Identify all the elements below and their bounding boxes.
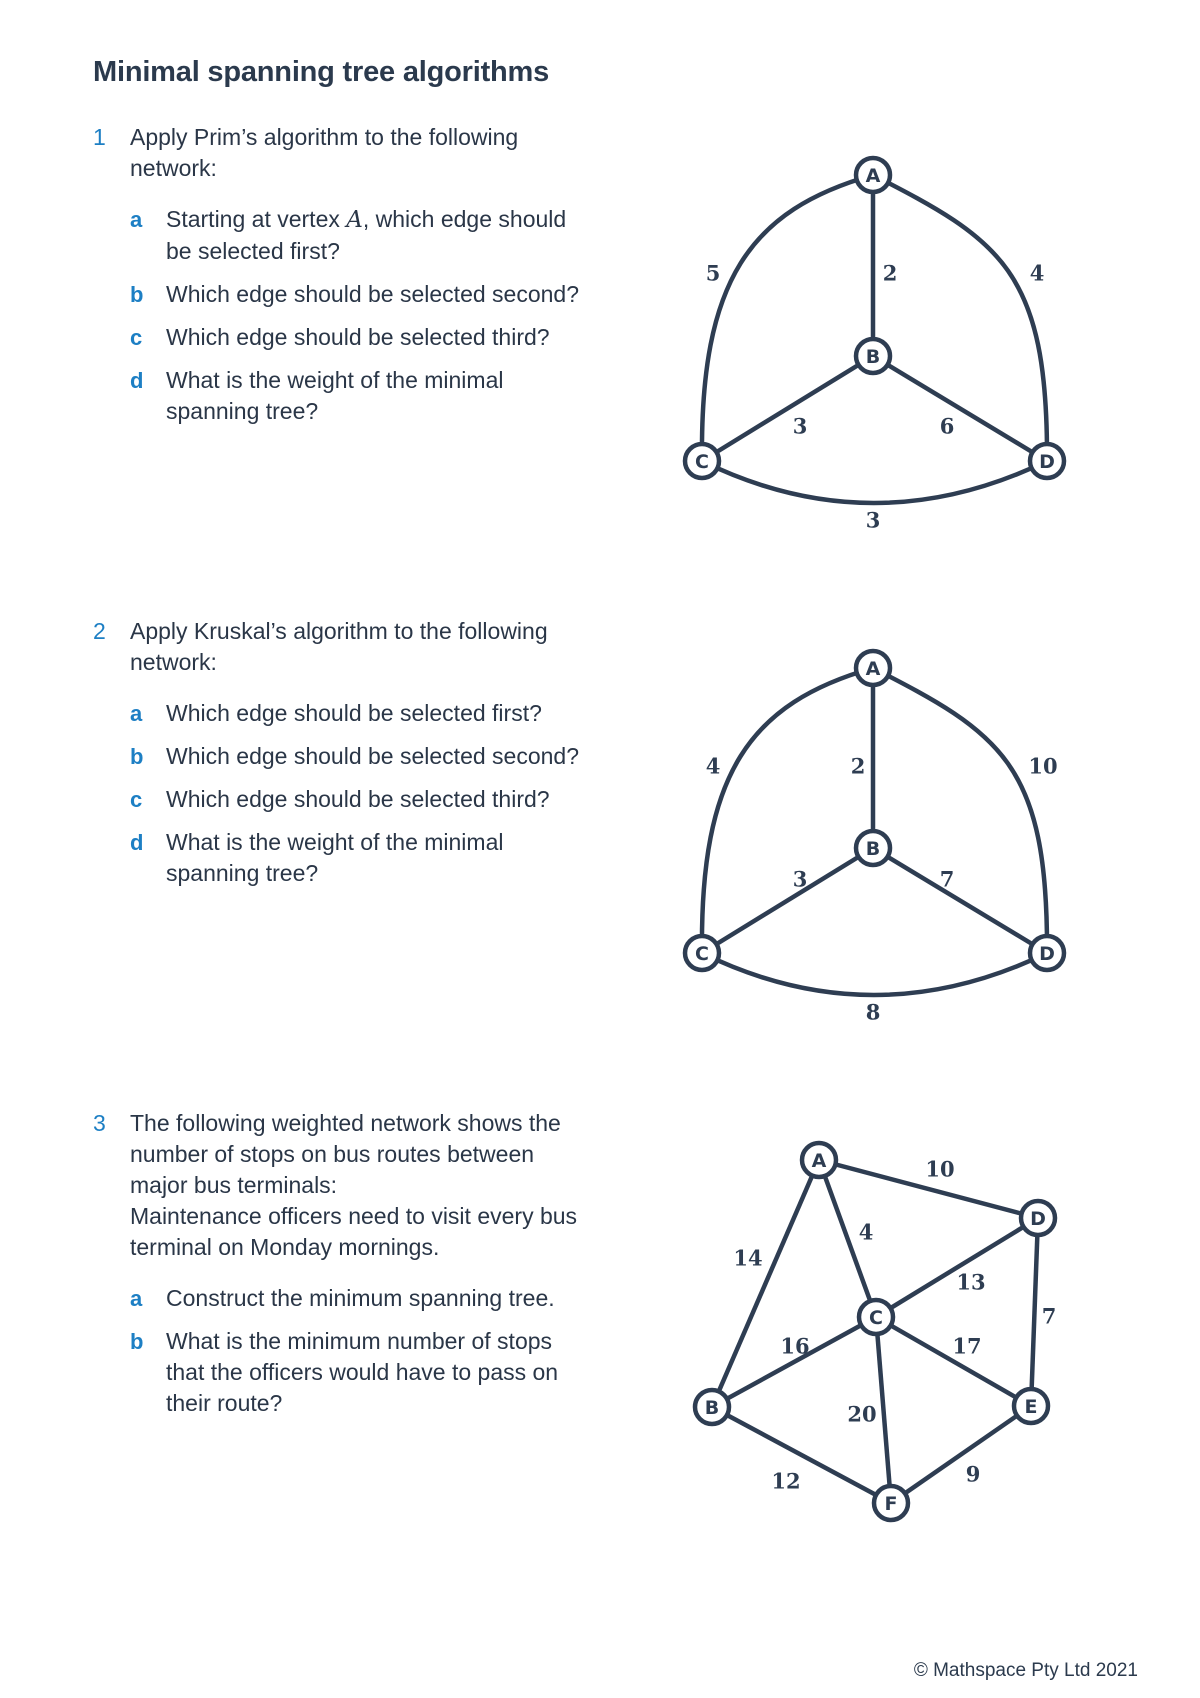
part-letter: d: [130, 830, 144, 855]
weight-label: 10: [1028, 753, 1058, 779]
vertex-label: D: [1039, 943, 1055, 965]
part-letter: b: [130, 744, 144, 769]
weight-label: 3: [792, 866, 808, 892]
weight-label: 8: [865, 999, 881, 1025]
vertex-c: [859, 1300, 893, 1334]
edge-c-d: [702, 461, 1047, 503]
weight-label: 16: [780, 1333, 810, 1359]
vertex-label: E: [1024, 1396, 1038, 1418]
edge-d-c: [876, 1218, 1038, 1317]
part-text-line: Which edge should be selected third?: [166, 786, 550, 812]
weight-label: 4: [858, 1219, 874, 1245]
weight-label: 2: [850, 753, 866, 779]
vertex-label: F: [884, 1493, 898, 1515]
part-text-line: spanning tree?: [166, 860, 319, 886]
weight-label: 6: [939, 413, 955, 439]
question-number: 2: [93, 618, 106, 644]
weight-label: 17: [952, 1333, 982, 1359]
vertex-label: A: [865, 658, 881, 680]
question-text-line: Maintenance officers need to visit every bus: [130, 1203, 578, 1229]
question-text-line: number of stops on bus routes between: [130, 1141, 535, 1167]
edge-b-c: [702, 848, 873, 953]
vertex-d: [1030, 936, 1064, 970]
part-text-post: , which edge should: [362, 206, 567, 232]
question-text-line: Apply Kruskal’s algorithm to the following: [130, 618, 548, 644]
vertex-label: A: [811, 1150, 827, 1172]
part-text-pre: Starting at vertex: [166, 206, 347, 232]
edge-a-d: [873, 668, 1047, 953]
part-text-line: Which edge should be selected first?: [166, 700, 542, 726]
weight-label: 13: [956, 1269, 986, 1295]
part-text-line: be selected first?: [166, 238, 340, 264]
weight-label: 4: [705, 753, 721, 779]
question-number: 1: [93, 124, 106, 150]
weight-label: 10: [925, 1156, 955, 1182]
part-letter: b: [130, 282, 144, 307]
page-title: Minimal spanning tree algorithms: [93, 56, 550, 88]
part-text-line: Which edge should be selected second?: [166, 281, 580, 307]
part-letter: a: [130, 701, 143, 726]
copyright-footer: © Mathspace Pty Ltd 2021: [913, 1660, 1138, 1681]
edge-c-d: [702, 953, 1047, 995]
edge-b-c: [702, 356, 873, 461]
weight-label: 3: [792, 413, 808, 439]
question-text-line: terminal on Monday mornings.: [130, 1234, 440, 1260]
network-3: [695, 1143, 1056, 1520]
weight-label: 3: [865, 507, 881, 533]
edge-d-e: [1031, 1218, 1038, 1406]
vertex-variable: A: [346, 207, 363, 233]
vertex-label: C: [869, 1307, 883, 1329]
question-text-line: The following weighted network shows the: [130, 1110, 561, 1136]
edge-c-e: [876, 1317, 1031, 1406]
vertex-label: D: [1030, 1208, 1046, 1230]
question-text-line: major bus terminals:: [130, 1172, 338, 1198]
vertex-label: C: [695, 451, 709, 473]
edge-c-b: [712, 1317, 876, 1407]
part-text-line: What is the minimum number of stops: [166, 1328, 553, 1354]
vertex-label: D: [1039, 451, 1055, 473]
edge-a-d: [873, 175, 1047, 461]
network-1: [685, 158, 1064, 533]
vertex-b: [695, 1390, 729, 1424]
weight-label: 7: [939, 866, 955, 892]
edge-b-d: [873, 848, 1047, 953]
vertex-label: A: [865, 165, 881, 187]
vertex-a: [856, 158, 890, 192]
question-text-line: Apply Prim’s algorithm to the following: [130, 124, 519, 150]
part-letter: a: [130, 1286, 143, 1311]
part-text-line: What is the weight of the minimal: [166, 367, 504, 393]
vertex-e: [1014, 1389, 1048, 1423]
vertex-label: C: [695, 943, 709, 965]
edge-a-c: [702, 668, 873, 953]
vertex-a: [856, 651, 890, 685]
vertex-label: B: [865, 346, 881, 368]
part-letter: d: [130, 368, 144, 393]
part-letter: c: [130, 325, 143, 350]
weight-label: 9: [965, 1461, 981, 1487]
weight-label: 5: [705, 260, 721, 286]
question-text-line: network:: [130, 649, 217, 675]
part-text-line: Which edge should be selected third?: [166, 324, 550, 350]
vertex-c: [685, 444, 719, 478]
vertex-label: B: [865, 838, 881, 860]
part-text-line: their route?: [166, 1390, 283, 1416]
vertex-c: [685, 936, 719, 970]
weight-label: 7: [1041, 1303, 1057, 1329]
vertex-b: [856, 339, 890, 373]
part-letter: a: [130, 207, 143, 232]
weight-label: 20: [847, 1401, 877, 1427]
part-letter: c: [130, 787, 143, 812]
part-text-line: Which edge should be selected second?: [166, 743, 580, 769]
vertex-label: B: [704, 1397, 720, 1419]
edge-b-d: [873, 356, 1047, 461]
vertex-d: [1021, 1201, 1055, 1235]
network-2: [685, 651, 1064, 1025]
vertex-d: [1030, 444, 1064, 478]
edge-e-f: [891, 1406, 1031, 1503]
edge-c-f: [876, 1317, 891, 1503]
weight-label: 14: [733, 1245, 763, 1271]
question-number: 3: [93, 1110, 106, 1136]
part-text-line: What is the weight of the minimal: [166, 829, 504, 855]
vertex-f: [874, 1486, 908, 1520]
weight-label: 2: [882, 260, 898, 286]
weight-label: 4: [1029, 260, 1045, 286]
part-text-line: that the officers would have to pass on: [166, 1359, 559, 1385]
part-text-line: spanning tree?: [166, 398, 319, 424]
part-text-line: Construct the minimum spanning tree.: [166, 1285, 555, 1311]
vertex-b: [856, 831, 890, 865]
part-letter: b: [130, 1329, 144, 1354]
weight-label: 12: [771, 1468, 801, 1494]
edge-a-b: [712, 1160, 819, 1407]
question-text-line: network:: [130, 155, 217, 181]
edge-a-c: [702, 175, 873, 461]
vertex-a: [802, 1143, 836, 1177]
